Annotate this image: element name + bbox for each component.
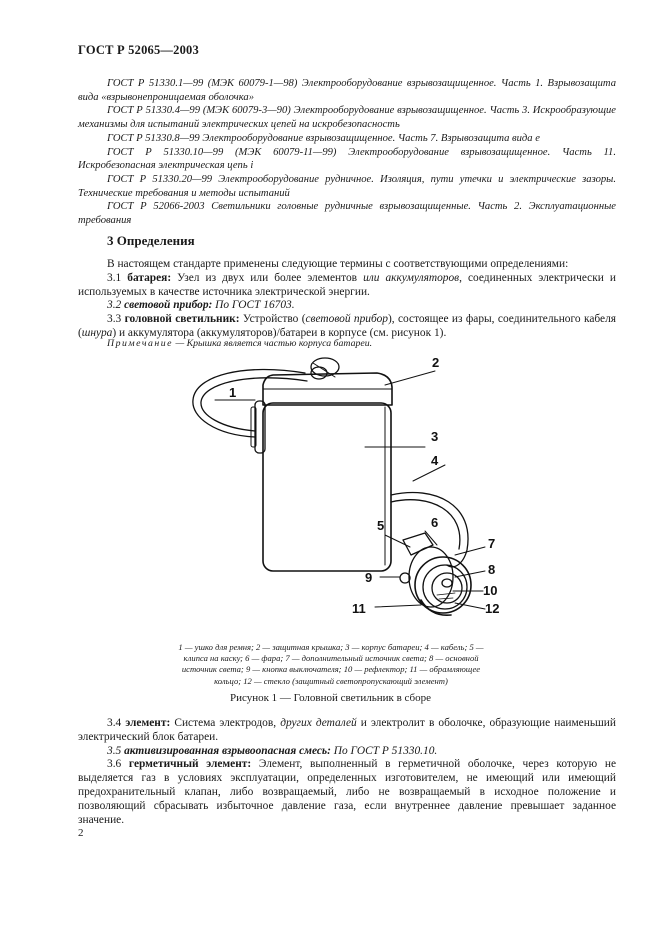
note: Примечание — Крышка является частью корпуса батареи. [107,338,373,349]
callout-1: 1 [229,385,237,400]
helmet-clip [403,533,433,555]
callout-8: 8 [488,562,496,577]
callout-6: 6 [431,515,439,530]
reference-item: ГОСТ Р 51330.20—99 Электрооборудование рудничное. Изоляция, пути утечки и электрические зазоры. Технические требования и методы испытаний [78,173,616,199]
callout-5: 5 [377,518,385,533]
definition-3-5: 3.5 активизированная взрывоопасная смесь: По ГОСТ Р 51330.10. [107,744,438,757]
callout-3: 3 [431,429,439,444]
definition-3-4: 3.4 элемент: Система электродов, других деталей и электролит в оболочке, образующие наименьший электрический блок батареи. [78,717,616,743]
definition-3-3: 3.3 головной светильник: Устройство (световой прибор), состоящее из фары, соединительного кабеля (шнура) и аккумулятора (аккумуляторов)/батареи в корпусе (см. рисунок 1). [78,313,616,339]
definition-3-1: 3.1 батарея: Узел из двух или более элементов или аккумуляторов, соединенных электрически и используемых в качестве источника электрической энергии. [78,271,616,298]
reference-item: ГОСТ Р 51330.1—99 (МЭК 60079-1—98) Электрооборудование взрывозащищенное. Часть 1. Взрывозащита вида «взрывонепроницаемая оболочка» [78,78,616,103]
page-number: 2 [78,827,84,839]
definitions-top [78,258,616,341]
cable [391,492,468,566]
callout-2: 2 [432,355,440,370]
main-bulb [442,579,452,587]
definitions-bottom [78,717,616,827]
definition-3-6: 3.6 герметичный элемент: Элемент, выполненный в герметичной оболочке, через которую не выделяется газ в условиях эксплуатации, определенных изготовителем, не имеющий или имеющий предохранительный клапан, либо возвращаемый, либо не возвращаемый в исходное положение и позволяющий сбрасывать избыточное давление газа, если внутреннее давление превышает заданное значение. [78,758,616,826]
lamp-figure [185,355,515,635]
normative-references [78,77,616,228]
document-header: ГОСТ Р 52065—2003 [78,43,199,57]
definition-3-2: 3.2 световой прибор: По ГОСТ 16703. [107,299,295,312]
section-title: 3 Определения [107,233,195,248]
callout-4: 4 [431,453,439,468]
callout-11: 11 [352,601,366,616]
reference-item: ГОСТ Р 51330.8—99 Электрооборудование взрывозащищенное. Часть 7. Взрывозащита вида е [107,132,540,144]
reference-item: ГОСТ Р 51330.4—99 (МЭК 60079-3—90) Электрооборудование взрывозащищенное. Часть 3. Искрообразующие механизмы для испытаний электрических цепей на искробезопасность [78,105,616,131]
reference-item: ГОСТ Р 51330.10—99 (МЭК 60079-11—99) Электрооборудование взрывозащищенное. Часть 11. Искробезопасная электрическая цепь i [78,146,616,172]
battery-body [263,403,391,571]
callout-12: 12 [485,601,500,616]
callout-9: 9 [365,570,373,585]
reference-item: ГОСТ Р 52066-2003 Светильники головные рудничные взрывозащищенные. Часть 2. Эксплуатационные требования [78,201,616,227]
figure-caption: Рисунок 1 — Головной светильник в сборе [229,692,432,704]
callout-10: 10 [483,583,498,598]
callout-7: 7 [488,536,496,551]
figure-legend: 1 — ушко для ремня; 2 — защитная крышка; 3 — корпус батареи; 4 — кабель; 5 — клипса на каску; 6 — фара; 7 — дополнительный источник света; 8 — основной источник света; 9 — кнопка выключателя; 10 — рефлектор; 11 — обрамляющее кольцо; 12 — стекло (защитный светопропускающий элемент) [178,642,484,686]
intro-paragraph: В настоящем стандарте применены следующие термины с соответствующими определениями: [107,258,569,270]
